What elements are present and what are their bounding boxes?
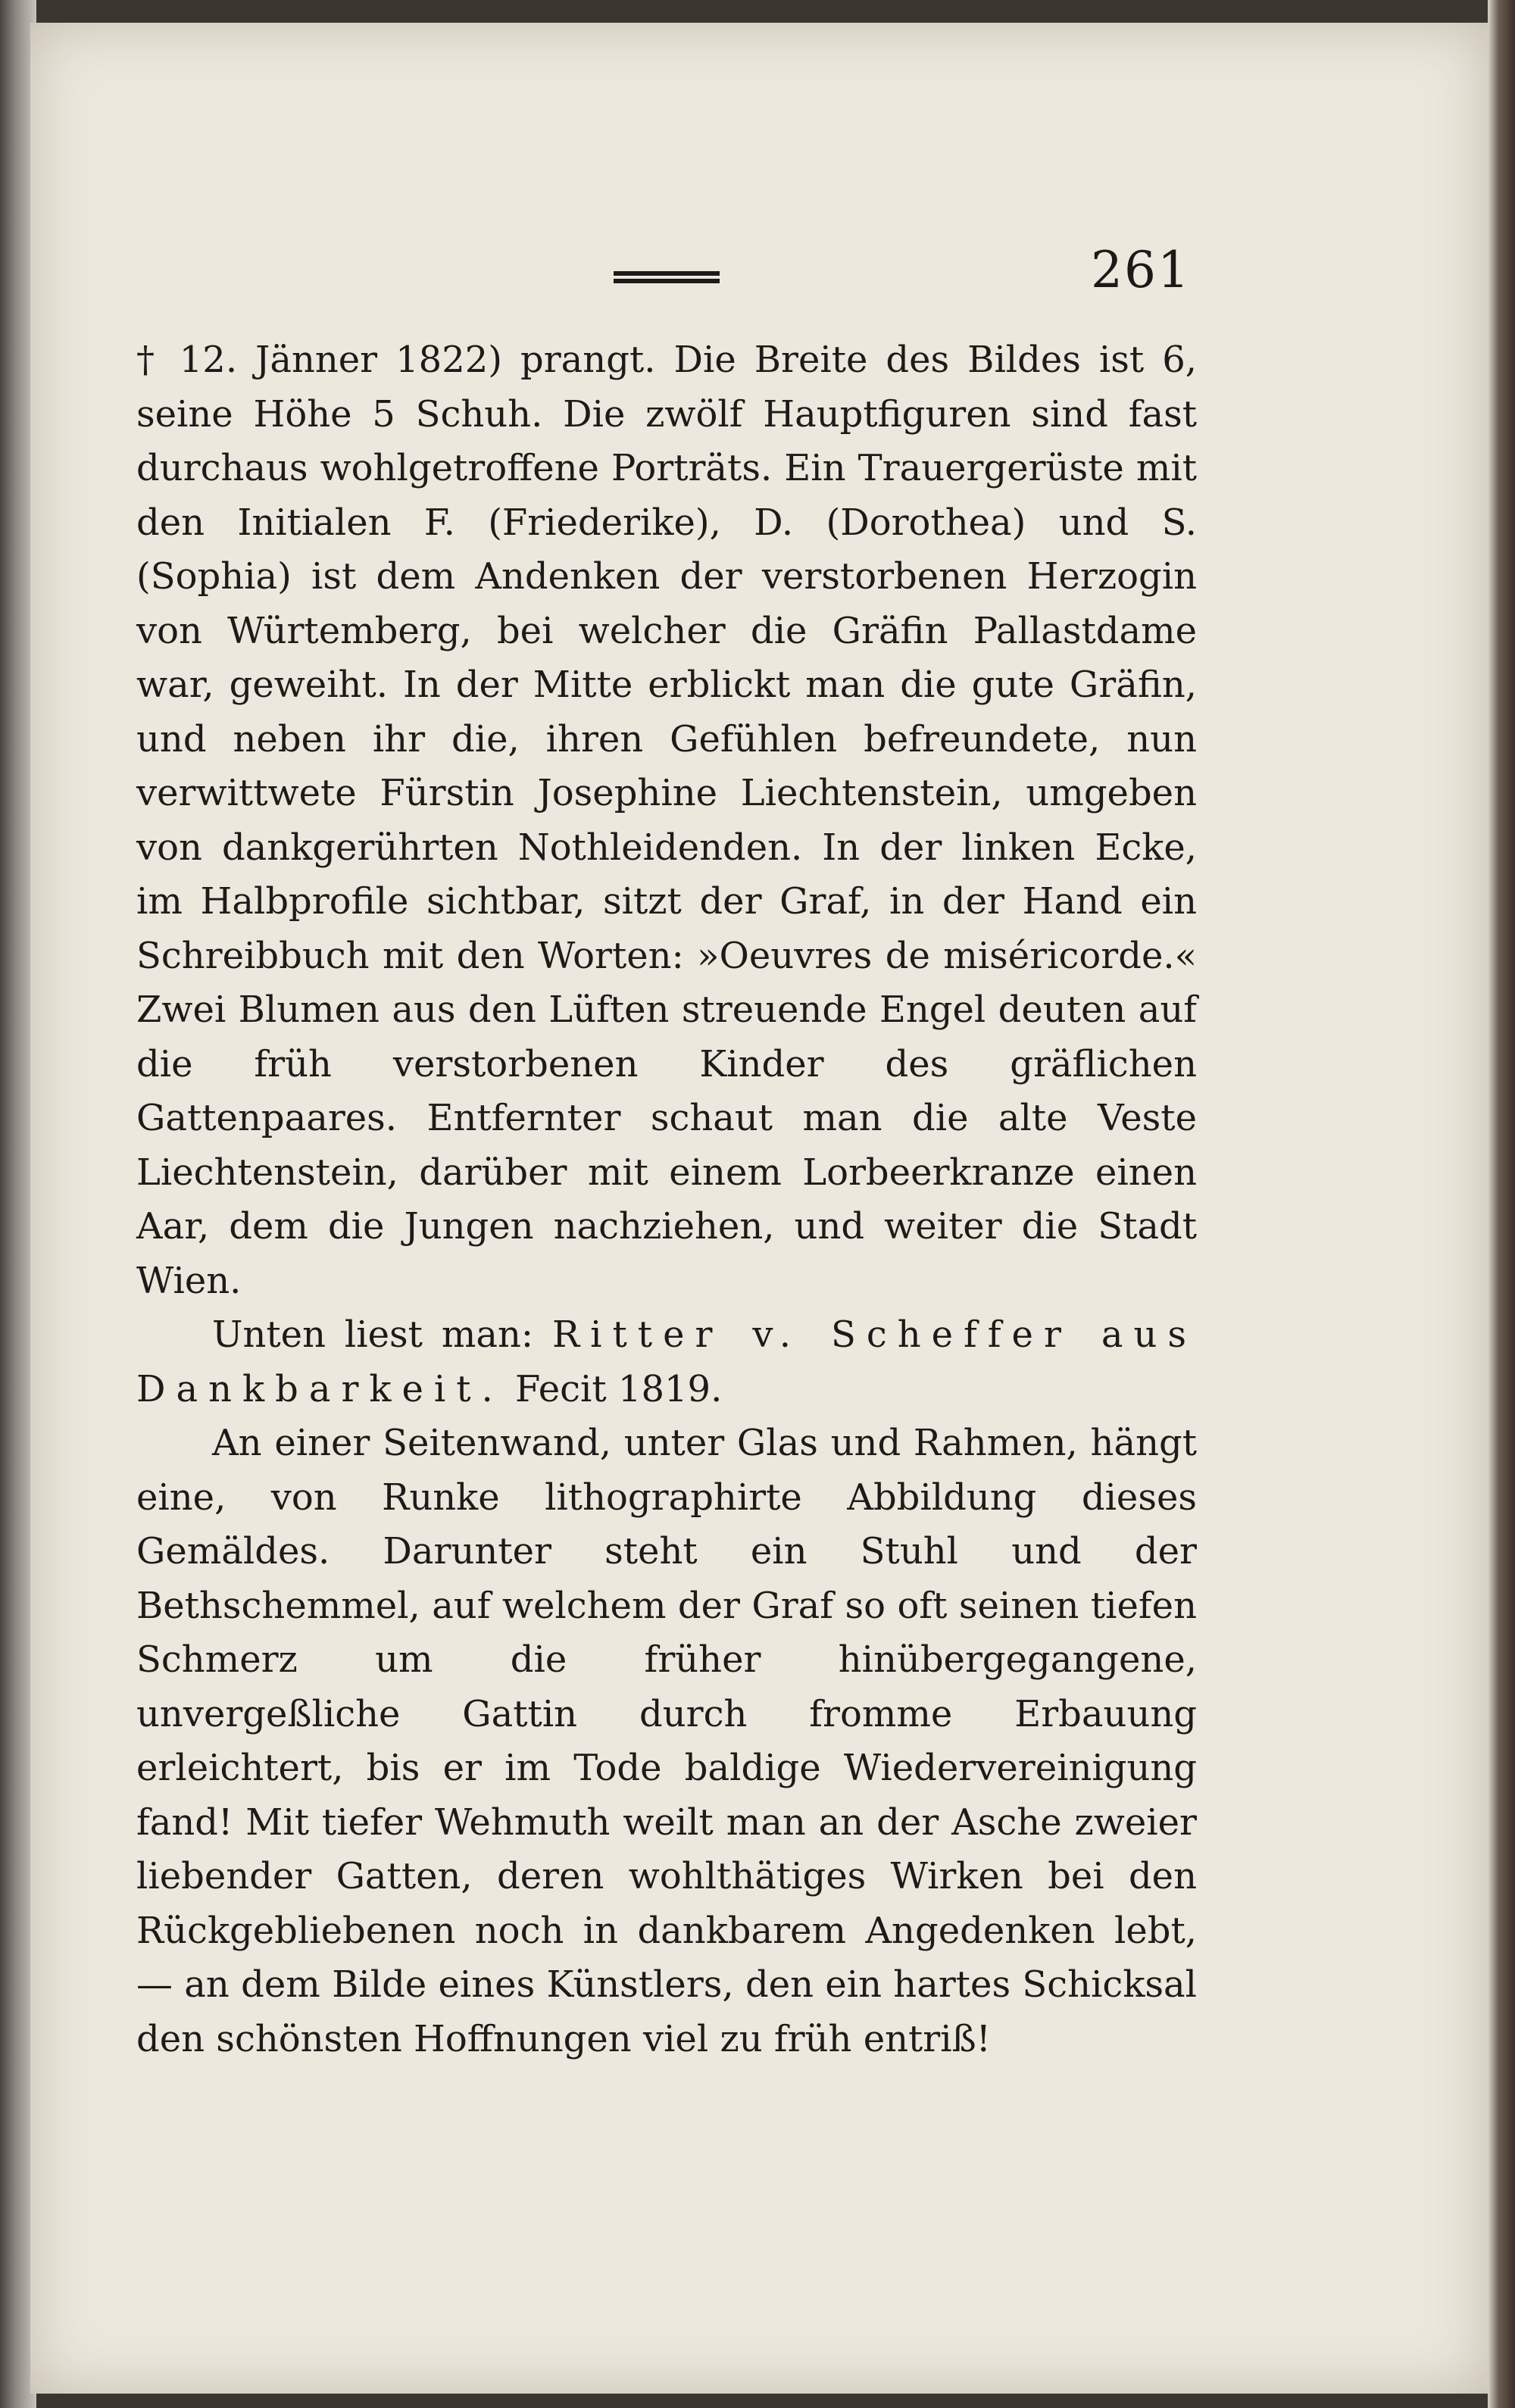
paragraph-1: † 12. Jänner 1822) prangt. Die Breite des Bildes ist 6, seine Höhe 5 Schuh. Die zwölf Hauptfiguren sind fast durchaus wohlgetroffene Porträts. Ein Trauergerüste mit den Initialen F. (Friederike), D. (Dorothea) und S. (Sophia) ist dem Andenken der verstorbenen Herzogin von Würtemberg, bei welcher die Gräfin Pallastdame war, geweiht. In der Mitte erblickt man die gute Gräfin, und neben ihr die, ihren Gefühlen befreundete, nun verwittwete Fürstin Josephine Liechtenstein, umgeben von dankgerührten Nothleidenden. In der linken Ecke, im Halbprofile sichtbar, sitzt der Graf, in der Hand ein Schreibbuch mit den Worten: »Oeuvres de miséricorde.« Zwei Blumen aus den Lüften streuende Engel deuten auf die früh verstorbenen Kinder des gräflichen Gattenpaares. Entfernter schaut man die alte Veste Liechtenstein, darüber mit einem Lorbeerkranze einen Aar, dem die Jungen nachziehen, und weiter die Stadt Wien. — [136, 339, 1197, 1302]
paragraph-2 — [136, 1308, 1197, 1416]
header-rule — [614, 271, 720, 283]
paragraph-2-lead: Unten liest man: — [212, 1313, 534, 1356]
page-number: 261 — [1091, 241, 1191, 299]
artist-signature: Ritter v. Scheffer aus Dankbarkeit. — [136, 1313, 1197, 1410]
paragraph-3: An einer Seitenwand, unter Glas und Rahmen, hängt eine, von Runke lithographirte Abbildung dieses Gemäldes. Darunter steht ein Stuhl und der Bethschemmel, auf welchem der Graf so oft seinen tiefen Schmerz um die früher hinübergegangene, unvergeßliche Gattin durch fromme Erbauung erleichtert, bis er im Tode baldige Wiedervereinigung fand! Mit tiefer Wehmuth weilt man an der Asche zweier liebender Gatten, deren wohlthätiges Wirken bei den Rückgebliebenen noch in dankbarem Angedenken lebt, — an dem Bilde eines Künstlers, den ein hartes Schicksal den schönsten Hoffnungen viel zu früh entriß! — [136, 1422, 1197, 2060]
page-edge — [1488, 0, 1515, 2408]
body-text — [136, 333, 1197, 2066]
fecit-date: Fecit 1819. — [515, 1367, 723, 1410]
